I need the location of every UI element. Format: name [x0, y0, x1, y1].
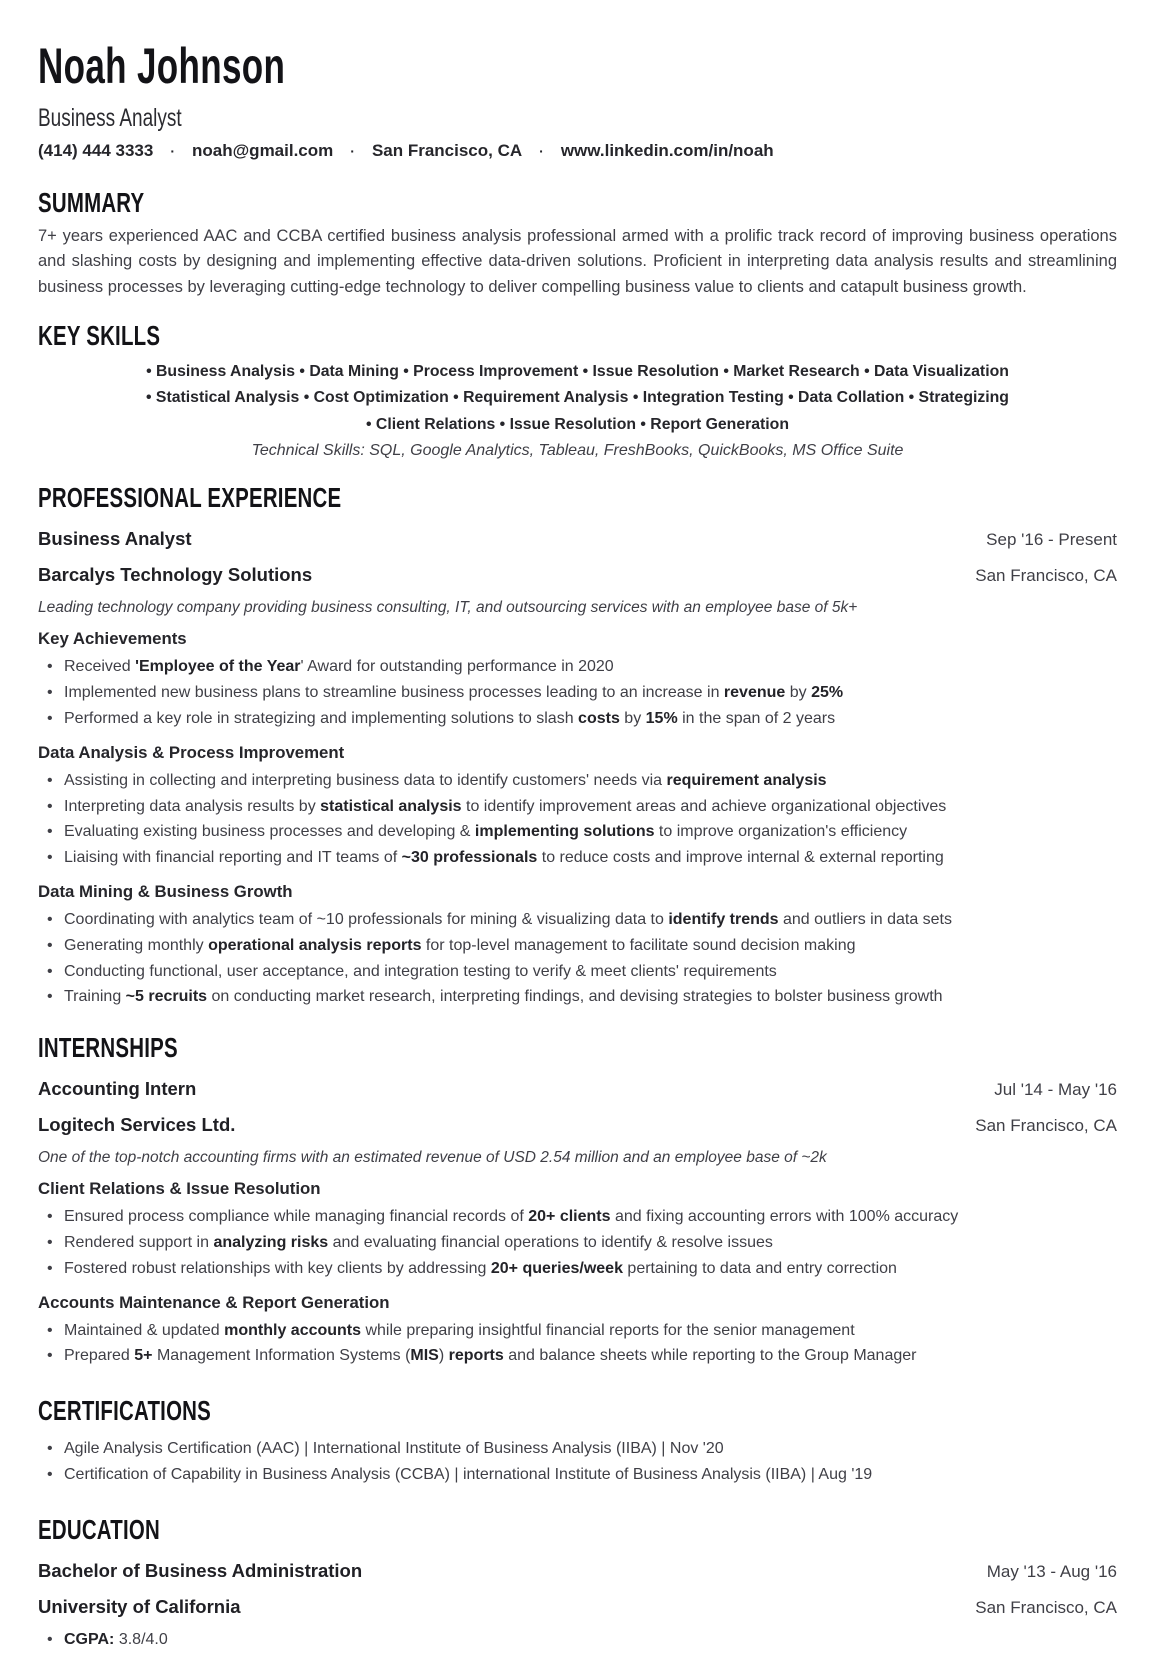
section-certifications — [38, 1395, 1117, 1488]
achievement-group — [38, 881, 1117, 1010]
education-heading: EDUCATION — [38, 1513, 160, 1545]
job-location: San Francisco, CA — [975, 566, 1117, 586]
achievement-group — [38, 1292, 1117, 1370]
job-company: Logitech Services Ltd. — [38, 1114, 236, 1136]
job-role: Accounting Intern — [38, 1078, 197, 1100]
degree-name: Bachelor of Business Administration — [38, 1559, 363, 1581]
bullet-item: • Conducting functional, user acceptance, and integration testing to verify & meet clients' requirements — [38, 959, 1117, 985]
technical-skills-line: Technical Skills: SQL, Google Analytics, Tableau, FreshBooks, QuickBooks, MS Office Suite — [251, 442, 904, 460]
section-experience — [38, 482, 1117, 1010]
education-bullet-list — [38, 1627, 1117, 1653]
resume-header — [38, 38, 1117, 163]
bullet-item: • Liaising with financial reporting and IT teams of ~30 professionals to reduce costs and improve internal & external reporting — [38, 845, 1117, 871]
bullet-item: • Implemented new business plans to streamline business processes leading to an increase in revenue by 25% — [38, 680, 1117, 706]
group-title: Accounts Maintenance & Report Generation — [38, 1292, 390, 1312]
contact-row — [38, 139, 1117, 163]
job-dates: Jul '14 - May '16 — [994, 1080, 1117, 1100]
bullet-item: • Coordinating with analytics team of ~10 professionals for mining & visualizing data to identify trends and outliers in data sets — [38, 907, 1117, 933]
job-company-row — [38, 1113, 1117, 1138]
bullet-item: • Maintained & updated monthly accounts while preparing insightful financial reports for the senior management — [38, 1318, 1117, 1344]
separator-dot: · — [350, 143, 355, 159]
key-skills-heading: KEY SKILLS — [38, 319, 161, 351]
person-name: Noah Johnson — [38, 38, 286, 94]
bullet-list — [38, 654, 1117, 731]
company-description: One of the top-notch accounting firms with an estimated revenue of USD 2.54 million and an employee base of ~2k — [38, 1149, 827, 1167]
section-summary — [38, 187, 1117, 300]
phone-text: (414) 444 3333 — [38, 141, 154, 160]
school-name: University of California — [38, 1595, 241, 1617]
degree-row — [38, 1559, 1117, 1584]
bullet-list — [38, 1318, 1117, 1370]
job-company: Barcalys Technology Solutions — [38, 564, 313, 586]
job-company-row — [38, 563, 1117, 588]
internships-heading: INTERNSHIPS — [38, 1032, 178, 1064]
job-entry — [38, 527, 1117, 1010]
bullet-item: • Evaluating existing business processes and developing & implementing solutions to improve organization's efficiency — [38, 819, 1117, 845]
school-location: San Francisco, CA — [975, 1597, 1117, 1617]
group-title: Data Analysis & Process Improvement — [38, 742, 345, 762]
group-title: Client Relations & Issue Resolution — [38, 1179, 321, 1199]
job-title-row — [38, 527, 1117, 552]
experience-heading: PROFESSIONAL EXPERIENCE — [38, 482, 342, 514]
group-title: Data Mining & Business Growth — [38, 881, 293, 901]
certification-item: • Certification of Capability in Business Analysis (CCBA) | international Institute of Business Analysis (IIBA) | Aug '19 — [38, 1462, 1117, 1488]
separator-dot: · — [170, 143, 175, 159]
bullet-item: • Performed a key role in strategizing and implementing solutions to slash costs by 15% in the span of 2 years — [38, 706, 1117, 732]
achievement-group — [38, 628, 1117, 731]
bullet-item: • Ensured process compliance while managing financial records of 20+ clients and fixing accounting errors with 100% accuracy — [38, 1204, 1117, 1230]
school-row — [38, 1595, 1117, 1620]
email-text: noah@gmail.com — [192, 141, 334, 160]
bullet-list — [38, 1204, 1117, 1281]
job-title-row — [38, 1077, 1117, 1102]
section-education — [38, 1514, 1117, 1653]
bullet-item: • Prepared 5+ Management Information Systems (MIS) reports and balance sheets while reporting to the Group Manager — [38, 1343, 1117, 1369]
education-dates: May '13 - Aug '16 — [986, 1561, 1117, 1581]
job-dates: Sep '16 - Present — [986, 530, 1117, 550]
skills-block — [38, 359, 1117, 465]
linkedin-url-text: www.linkedin.com/in/noah — [560, 141, 774, 160]
bullet-item: • Assisting in collecting and interpreting business data to identify customers' needs via requirement analysis — [38, 768, 1117, 794]
person-job-title: Business Analyst — [38, 104, 182, 132]
bullet-item: • Training ~5 recruits on conducting market research, interpreting findings, and devising strategies to bolster business growth — [38, 984, 1117, 1010]
bullet-item: • Received 'Employee of the Year' Award for outstanding performance in 2020 — [38, 654, 1117, 680]
separator-dot: · — [539, 143, 544, 159]
bullet-item: • Rendered support in analyzing risks and evaluating financial operations to identify & resolve issues — [38, 1230, 1117, 1256]
certifications-heading: CERTIFICATIONS — [38, 1395, 212, 1427]
section-internships — [38, 1032, 1117, 1369]
job-role: Business Analyst — [38, 528, 192, 550]
group-title: Key Achievements — [38, 629, 187, 649]
skills-line: • Business Analysis • Data Mining • Process Improvement • Issue Resolution • Market Research • Data Visualization — [146, 362, 1009, 380]
bullet-list — [38, 907, 1117, 1010]
achievement-group — [38, 1178, 1117, 1281]
certification-item: • Agile Analysis Certification (AAC) | International Institute of Business Analysis (IIBA) | Nov '20 — [38, 1436, 1117, 1462]
bullet-item: • Interpreting data analysis results by statistical analysis to identify improvement areas and achieve organizational objectives — [38, 794, 1117, 820]
bullet-list — [38, 768, 1117, 871]
skills-line: • Statistical Analysis • Cost Optimization • Requirement Analysis • Integration Testing • Data Collation • Strategizing — [146, 389, 1009, 407]
certification-list — [38, 1436, 1117, 1488]
bullet-item: • Fostered robust relationships with key clients by addressing 20+ queries/week pertaining to data and entry correction — [38, 1256, 1117, 1282]
skills-line: • Client Relations • Issue Resolution • Report Generation — [366, 415, 789, 433]
job-location: San Francisco, CA — [975, 1116, 1117, 1136]
company-description: Leading technology company providing business consulting, IT, and outsourcing services with an employee base of 5k+ — [38, 599, 858, 617]
gpa-item: • CGPA: 3.8/4.0 — [38, 1627, 1117, 1653]
internship-entry — [38, 1077, 1117, 1369]
section-key-skills — [38, 320, 1117, 465]
summary-heading: SUMMARY — [38, 187, 145, 218]
location-text: San Francisco, CA — [371, 141, 523, 160]
summary-paragraph: 7+ years experienced AAC and CCBA certified business analysis professional armed with a prolific track record of improving business operations and slashing costs by designing and implementing effective data-driven solutions. Proficient in interpreting data analysis results and streamlining business processes by leveraging cutting-edge technology to deliver compelling business value to clients and catapult business growth. — [38, 227, 1117, 296]
bullet-item: • Generating monthly operational analysis reports for top-level management to facilitate sound decision making — [38, 933, 1117, 959]
achievement-group — [38, 742, 1117, 871]
